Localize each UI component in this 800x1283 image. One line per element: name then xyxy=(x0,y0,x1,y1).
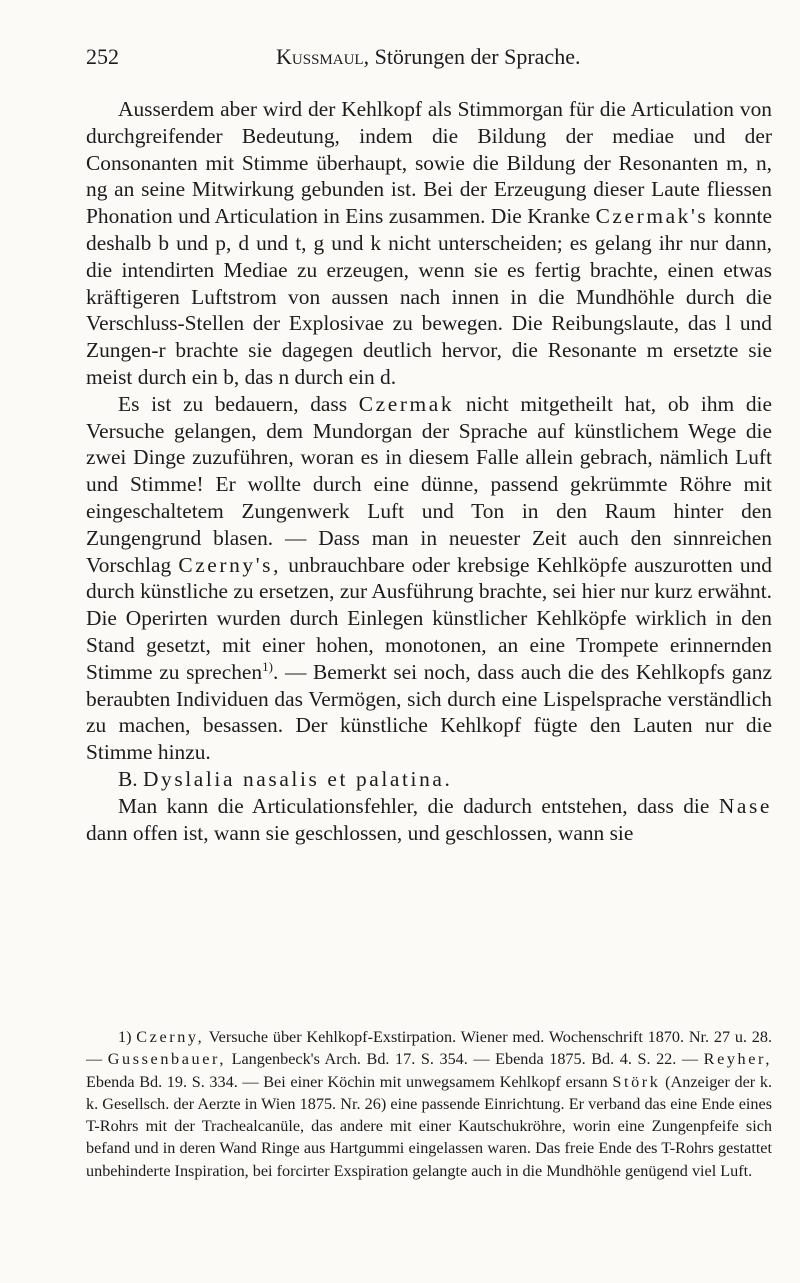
section-heading xyxy=(86,766,772,793)
para3-text-b: dann offen ist, wann sie geschlossen, und geschlossen, wann sie xyxy=(86,820,634,845)
paragraph-1 xyxy=(86,96,772,391)
footnote-reference: 1) xyxy=(262,658,273,674)
footnote-text-3: Ebenda Bd. 19. S. 334. — Bei einer Köchin mit unwegsamem Kehlkopf ersann xyxy=(86,1072,608,1091)
footnote-text-1: Versuche über Kehlkopf-Exstirpation. Wiener med. Wochenschrift 1870. Nr. 27 u. 28. — xyxy=(86,1028,773,1069)
running-title xyxy=(276,44,580,70)
author-name: Czermak's xyxy=(595,204,709,229)
author-name: Störk xyxy=(612,1072,661,1091)
author-name: Gussenbauer, xyxy=(107,1050,226,1069)
footnote-marker: 1) xyxy=(118,1028,132,1046)
author-name: Czerny's, xyxy=(178,552,282,577)
para2-text-d: . — Bemerkt sei noch, dass auch die des Kehlkopfs ganz beraubten Individuen das Vermögen, sich durch eine Lispelsprache verständlich zu machen, besassen. Der künstliche Kehlkopf fügte den Lauten nur die Stimme hinzu. xyxy=(86,659,772,765)
para2-text-b: nicht mitgetheilt hat, ob ihm die Versuche gelangen, dem Mundorgan der Sprache auf künstlichem Wege die zwei Dinge zuzuführen, woran es in diesem Falle allein gebrach, nämlich Luft und Stimme! Er wollte durch eine dünne, passend gekrümmte Röhre mit eingeschaltetem Zungenwerk Luft und Ton in den Raum hinter den Zungengrund blasen. — Dass man in neuester Zeit auch den sinnreichen Vorschlag xyxy=(86,391,772,577)
author-name: Reyher, xyxy=(703,1050,773,1069)
para2-text-c: unbrauchbare oder krebsige Kehlköpfe auszurotten und durch künstliche zu ersetzen, zur Ausführung brachte, sei hier nur kurz erwähnt. Die Operirten wurden durch Einlegen künstlicher Kehlköpfe wirklich in den Stand gesetzt, mit einer hohen, monotonen, an eine Trompete erinnernden Stimme zu sprechen xyxy=(86,552,772,684)
paragraph-2 xyxy=(86,391,772,766)
paragraph-3 xyxy=(86,793,772,847)
footnote-text xyxy=(86,1026,772,1182)
header-title: Störungen der Sprache. xyxy=(374,44,581,69)
footnote-text-4: (Anzeiger der k. k. Gesellsch. der Aerzte in Wien 1875. Nr. 26) eine passende Einrichtung. Er verband das eine Ende eines T-Rohrs mit der Trachealcanüle, das andere mit einer Kautschukröhre, worin eine Zungenpfeife sich befand und in deren Wand Ringe aus Hartgummi eingelassen waren. Das freie Ende des T-Rohrs gestattet unbehinderte Inspiration, bei forcirter Exspiration gelangte auch in die Mundhöhle genügend viel Luft. xyxy=(86,1072,773,1180)
author-name: Czerny, xyxy=(136,1028,205,1046)
para2-text-a: Es ist zu bedauern, dass xyxy=(118,391,348,416)
section-label: B. xyxy=(118,766,138,791)
footnote xyxy=(86,1026,772,1182)
header-author: Kussmaul, xyxy=(276,44,370,69)
author-name: Czermak xyxy=(358,391,455,416)
page-number: 252 xyxy=(86,44,119,69)
footnote-text-2: Langenbeck's Arch. Bd. 17. S. 354. — Ebenda 1875. Bd. 4. S. 22. — xyxy=(231,1050,699,1069)
emphasized-word: Nase xyxy=(718,793,772,818)
para3-text-a: Man kann die Articulationsfehler, die dadurch entstehen, dass die xyxy=(118,793,710,818)
running-header xyxy=(86,44,776,74)
para1-text-rest: konnte deshalb b und p, d und t, g und k nicht unterscheiden; es gelang ihr nur dann, die intendirten Mediae zu erzeugen, wenn sie es fertig brachte, einen etwas kräftigeren Luftstrom von aussen nach innen in die Mundhöhle durch die Verschluss-Stellen der Explosivae zu bewegen. Die Reibungslaute, das l und Zungen-r brachte sie dagegen deutlich hervor, die Resonante m ersetzte sie meist durch ein b, das n durch ein d. xyxy=(86,204,772,389)
body-text xyxy=(86,96,772,846)
para1-text: Ausserdem aber wird der Kehlkopf als Stimmorgan für die Articulation von durchgreifender Bedeutung, indem die Bildung der mediae und der Consonanten mit Stimme überhaupt, sowie die Bildung der Resonanten m, n, ng an seine Mitwirkung gebunden ist. Bei der Erzeugung dieser Laute fliessen Phonation und Articulation in Eins zusammen. Die Kranke xyxy=(86,97,772,229)
section-title: Dyslalia nasalis et palatina. xyxy=(142,766,453,791)
